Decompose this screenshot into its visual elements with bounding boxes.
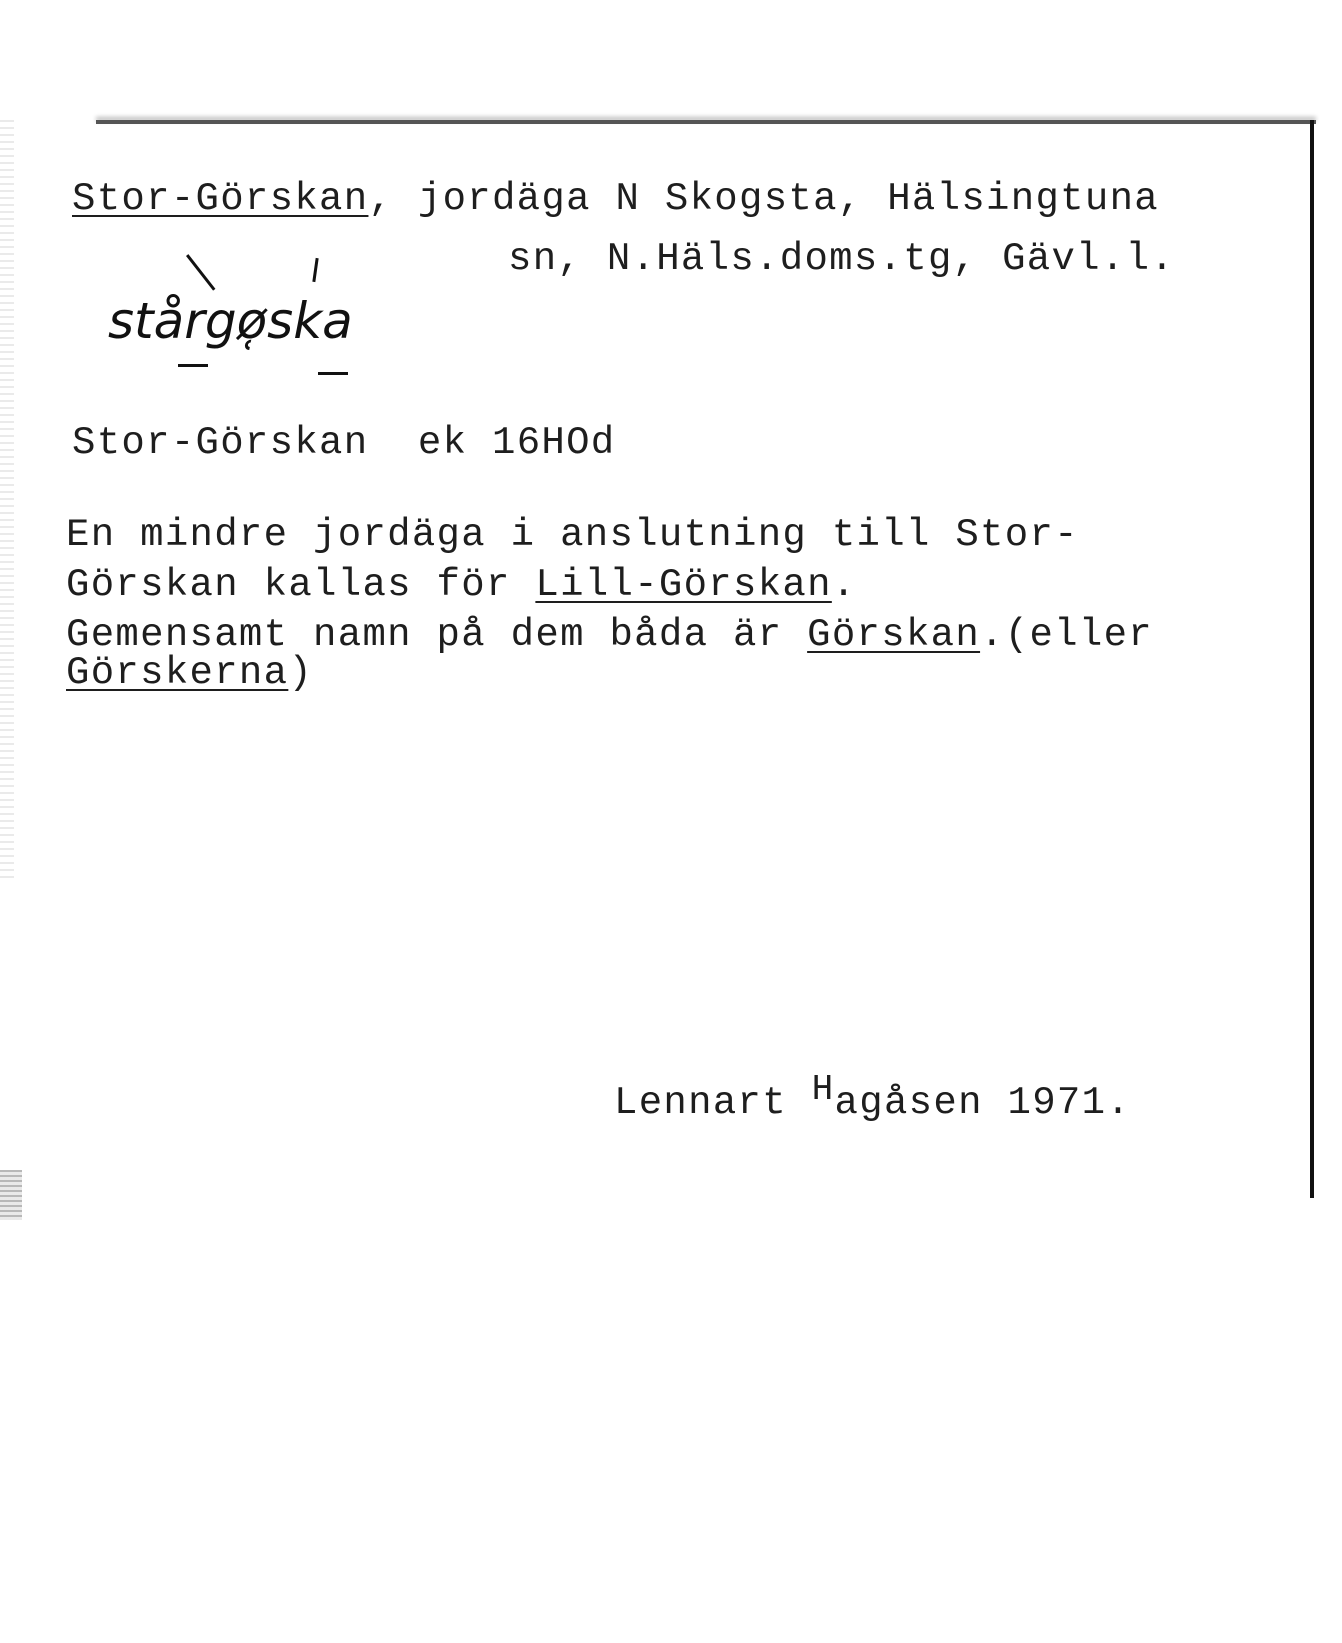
lill-gorskan-name: Lill-Görskan	[535, 563, 832, 607]
gorskerna-name: Görskerna	[66, 651, 289, 695]
scan-blot	[0, 1170, 22, 1220]
body-line-3: Gemensamt namn på dem båda är Görskan.(eller	[66, 613, 1153, 657]
place-name: Stor-Görskan	[72, 177, 369, 221]
heading-line-2: sn, N.Häls.doms.tg, Gävl.l.	[508, 237, 1176, 281]
scan-edge-noise	[0, 120, 14, 880]
body-line-4: Görskerna)	[66, 651, 314, 695]
gorskan-name: Görskan	[807, 613, 981, 657]
card-right-edge	[1310, 120, 1314, 1198]
signature: Lennart Hagåsen 1971.	[614, 1069, 1132, 1125]
signature-initial: H	[811, 1069, 835, 1110]
reference-name: Stor-Görskan	[72, 421, 369, 465]
signature-year: 1971.	[982, 1081, 1132, 1125]
card-top-edge	[96, 120, 1316, 124]
heading-line-1	[72, 177, 1159, 221]
pronunciation-handwritten: stårgø̜ska	[108, 292, 353, 350]
heading-description: , jordäga N Skogsta, Hälsingtuna	[368, 177, 1159, 221]
reference-line	[72, 421, 616, 465]
body-line-1: En mindre jordäga i anslutning till Stor-	[66, 513, 1079, 557]
pronunciation-underline-1	[178, 364, 208, 367]
pronunciation-underline-2	[318, 372, 348, 375]
reference-source: ek 16HOd	[417, 421, 616, 465]
body-line-2: Görskan kallas för Lill-Görskan.	[66, 563, 857, 607]
